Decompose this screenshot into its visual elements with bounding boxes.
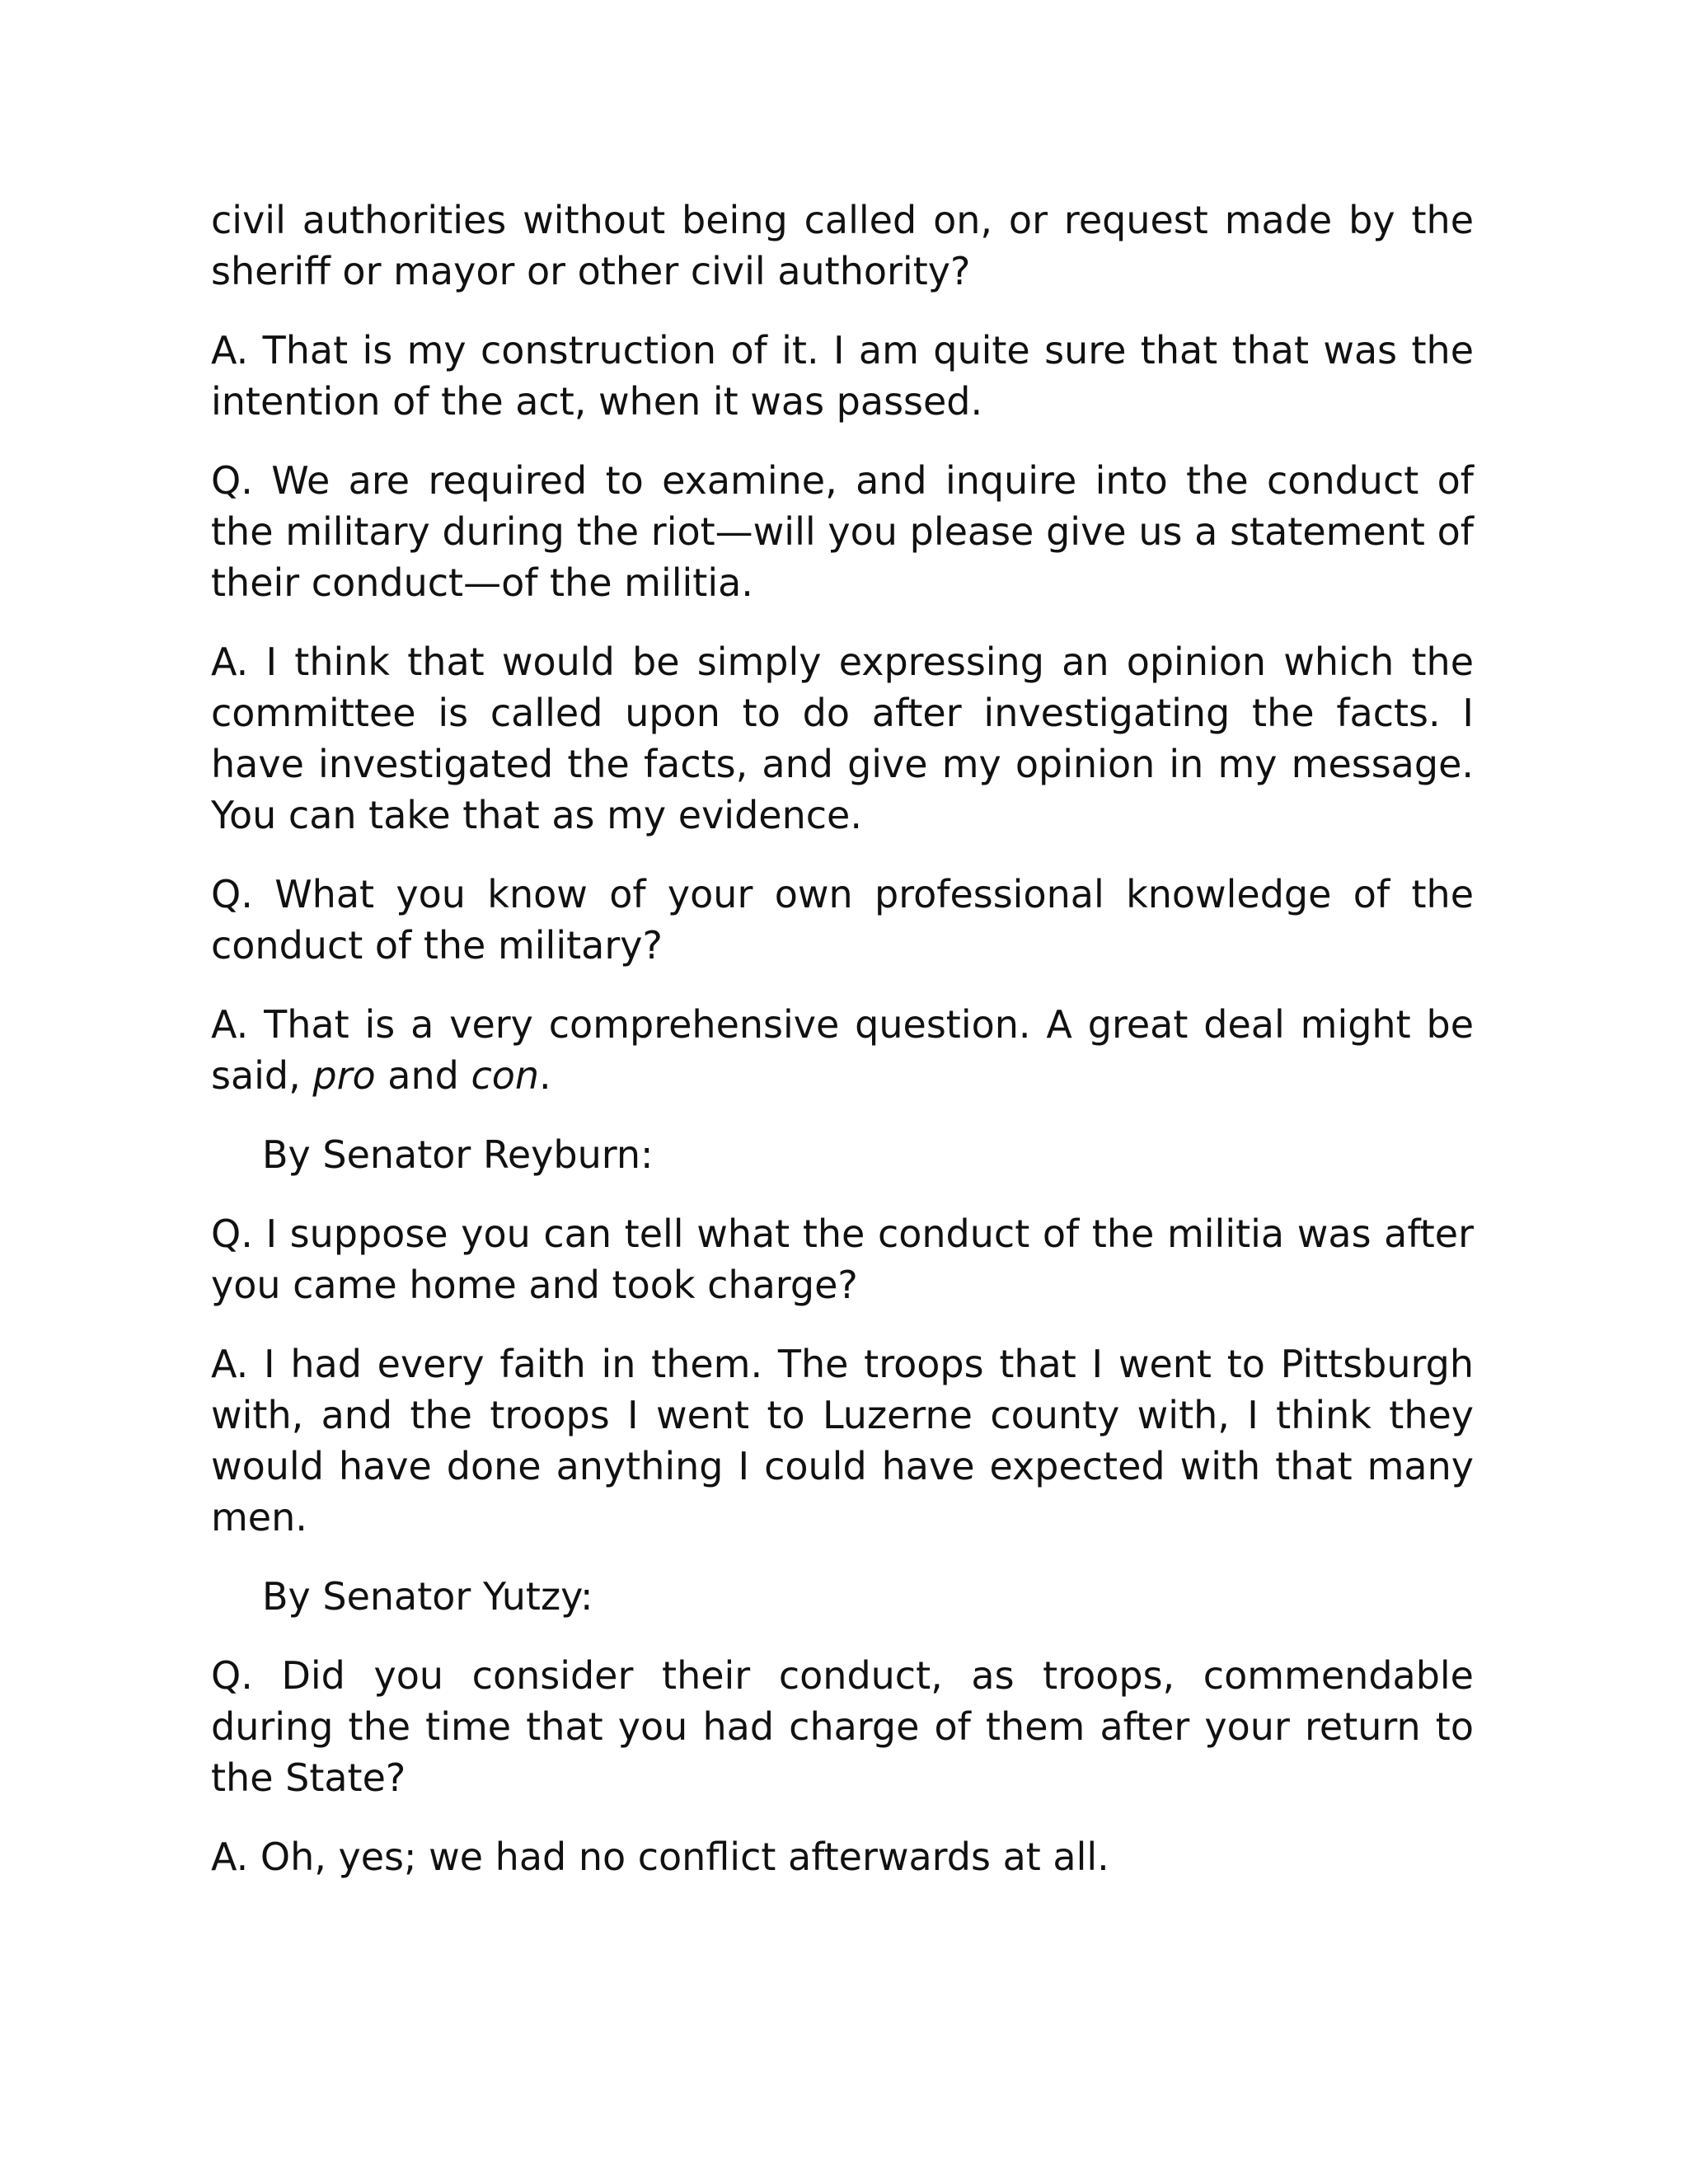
paragraph-question-militia-after: Q. I suppose you can tell what the conduct of the militia was after you came home and took charge? bbox=[211, 1212, 1474, 1307]
italic-pro: pro bbox=[312, 1053, 376, 1098]
testimony-text bbox=[211, 194, 1474, 1882]
answer-text-and: and bbox=[375, 1053, 471, 1098]
italic-con: con bbox=[471, 1053, 540, 1098]
answer-text-start: A. That is a very comprehensive question. A great deal might be said, bbox=[211, 1002, 1474, 1098]
speaker-heading-yutzy: By Senator Yutzy: bbox=[262, 1574, 593, 1619]
paragraph-answer-opinion: A. I think that would be simply expressing an opinion which the committee is called upon to do after investigating the facts. I have investigated the facts, and give my opinion in my message. You can take that as my evidence. bbox=[211, 640, 1474, 837]
speaker-heading-reyburn: By Senator Reyburn: bbox=[262, 1132, 654, 1177]
paragraph-answer-construction: A. That is my construction of it. I am quite sure that that was the intention of the act, when it was passed. bbox=[211, 328, 1474, 424]
paragraph-question-military-conduct: Q. We are required to examine, and inquire into the conduct of the military during the riot—will you please give us a statement of their conduct—of the militia. bbox=[211, 458, 1474, 605]
paragraph-answer-faith: A. I had every faith in them. The troops that I went to Pittsburgh with, and the troops I went to Luzerne county with, I think they would have done anything I could have expected with that many men. bbox=[211, 1342, 1474, 1540]
paragraph-answer-no-conflict: A. Oh, yes; we had no conflict afterwards at all. bbox=[211, 1835, 1109, 1879]
paragraph-question-commendable: Q. Did you consider their conduct, as troops, commendable during the time that you had charge of them after your return to the State? bbox=[211, 1653, 1474, 1800]
paragraph-question-professional-knowledge: Q. What you know of your own professional knowledge of the conduct of the military? bbox=[211, 872, 1474, 968]
answer-text-period: . bbox=[539, 1053, 551, 1098]
paragraph-answer-comprehensive bbox=[211, 999, 1474, 1101]
paragraph-question-continuation: civil authorities without being called on, or request made by the sheriff or mayor or other civil authority? bbox=[211, 198, 1474, 293]
